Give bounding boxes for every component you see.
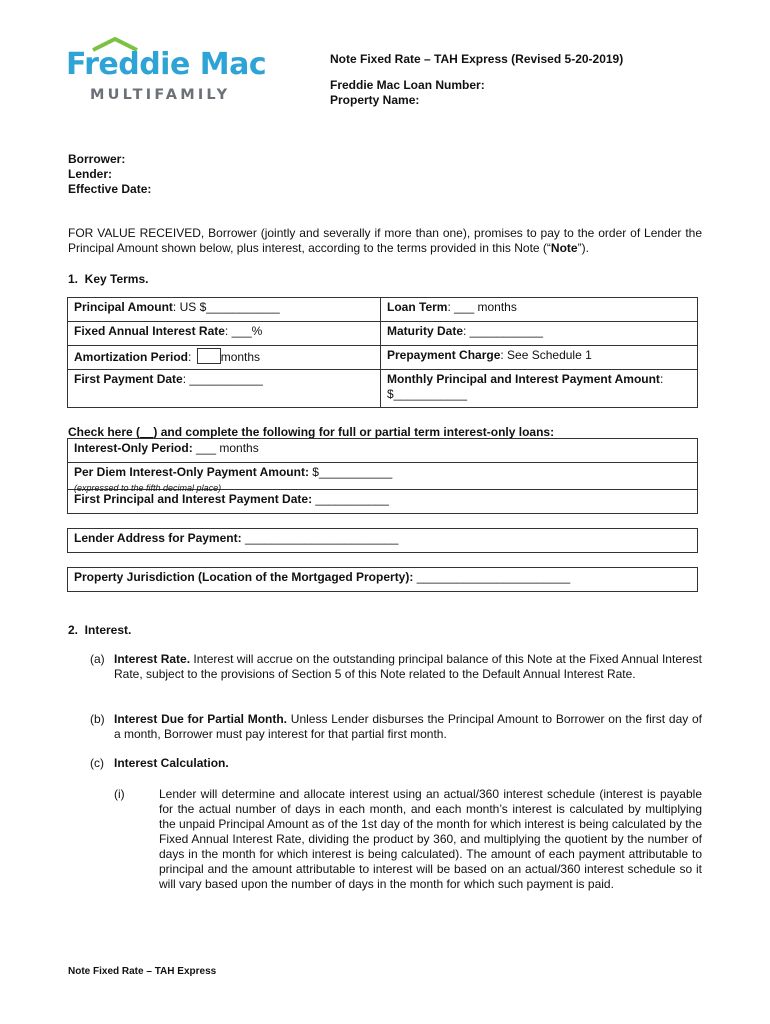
loan-term-cell: Loan Term: ___ months: [381, 298, 698, 322]
prepayment-cell: Prepayment Charge: See Schedule 1: [381, 346, 698, 370]
per-diem-row: Per Diem Interest-Only Payment Amount: $___________ (expressed to the fifth decimal place): [68, 463, 697, 490]
item-a-marker: (a): [90, 652, 105, 666]
freddie-mac-logo: [66, 36, 267, 106]
borrower-label: Borrower:: [68, 152, 126, 166]
jurisdiction-box: Property Jurisdiction (Location of the Mortgaged Property): _______________________: [67, 567, 698, 592]
lender-label: Lender:: [68, 167, 113, 181]
item-b-text: Interest Due for Partial Month. Unless Lender disburses the Principal Amount to Borrower on the first day of a month, Borrower must pay interest for that partial first month.: [114, 712, 702, 741]
intro-paragraph: FOR VALUE RECEIVED, Borrower (jointly and severally if more than one), promises to pay to the order of Lender the Principal Amount shown below, plus interest, according to the terms provided in this Note (“Note”).: [68, 226, 702, 255]
item-ci-marker: (i): [114, 787, 125, 801]
item-a-text: Interest Rate. Interest will accrue on the outstanding principal balance of this Note at the Fixed Annual Interest Rate, subject to the provisions of Section 5 of this Note related to the Default Annual Interest Rate.: [114, 652, 702, 681]
item-ci-text: Lender will determine and allocate interest using an actual/360 interest schedule (interest is payable for the actual number of days in each month, and each month’s interest is calculated by multiplying the unpaid Principal Amount as of the 1st day of the month for which interest is being calculated by the Fixed Annual Interest Rate, dividing the product by 360, and multiplying the quotient by the number of days in the month for which interest is being calculated). The amount of each payment attributable to principal and the amount attributable to interest will be based on an actual/360 interest schedule so it will vary based upon the number of days in the month for which such payment is paid.: [159, 787, 702, 891]
logo-wordmark: Freddie Mac: [66, 47, 267, 82]
fixed-rate-cell: Fixed Annual Interest Rate: ___%: [68, 322, 381, 346]
item-c-title: Interest Calculation.: [114, 756, 229, 770]
maturity-date-cell: Maturity Date: ___________: [381, 322, 698, 346]
per-diem-note: (expressed to the fifth decimal place): [74, 483, 222, 493]
loan-number-label: Freddie Mac Loan Number:: [330, 78, 485, 92]
item-b-marker: (b): [90, 712, 105, 726]
section-2-heading: 2. Interest.: [68, 623, 132, 637]
interest-only-box: [67, 438, 698, 514]
effective-date-label: Effective Date:: [68, 182, 152, 196]
property-name-label: Property Name:: [330, 93, 420, 107]
item-c-marker: (c): [90, 756, 104, 770]
amortization-input[interactable]: [197, 348, 221, 364]
lender-address-box: Lender Address for Payment: _______________________: [67, 528, 698, 553]
key-terms-table: [67, 297, 698, 408]
note-defined-term: Note: [550, 241, 578, 255]
document-title: Note Fixed Rate – TAH Express (Revised 5-20-2019): [330, 52, 624, 66]
interest-only-check-line: Check here (__) and complete the following for full or partial term interest-only loans:: [68, 425, 555, 439]
principal-amount-cell: Principal Amount: US $___________: [68, 298, 381, 322]
first-payment-cell: First Payment Date: ___________: [68, 370, 381, 408]
logo-subtitle: MULTIFAMILY: [90, 87, 231, 103]
page-footer: Note Fixed Rate – TAH Express: [68, 966, 217, 977]
monthly-payment-cell: Monthly Principal and Interest Payment Amount: $___________: [381, 370, 698, 408]
amortization-cell: Amortization Period: months: [68, 346, 381, 370]
interest-only-period-row: Interest-Only Period: ___ months: [68, 439, 697, 463]
interest-only-checkbox[interactable]: __: [140, 425, 154, 439]
section-1-heading: 1. Key Terms.: [68, 272, 149, 286]
first-pi-date-row: First Principal and Interest Payment Date: ___________: [74, 492, 389, 506]
